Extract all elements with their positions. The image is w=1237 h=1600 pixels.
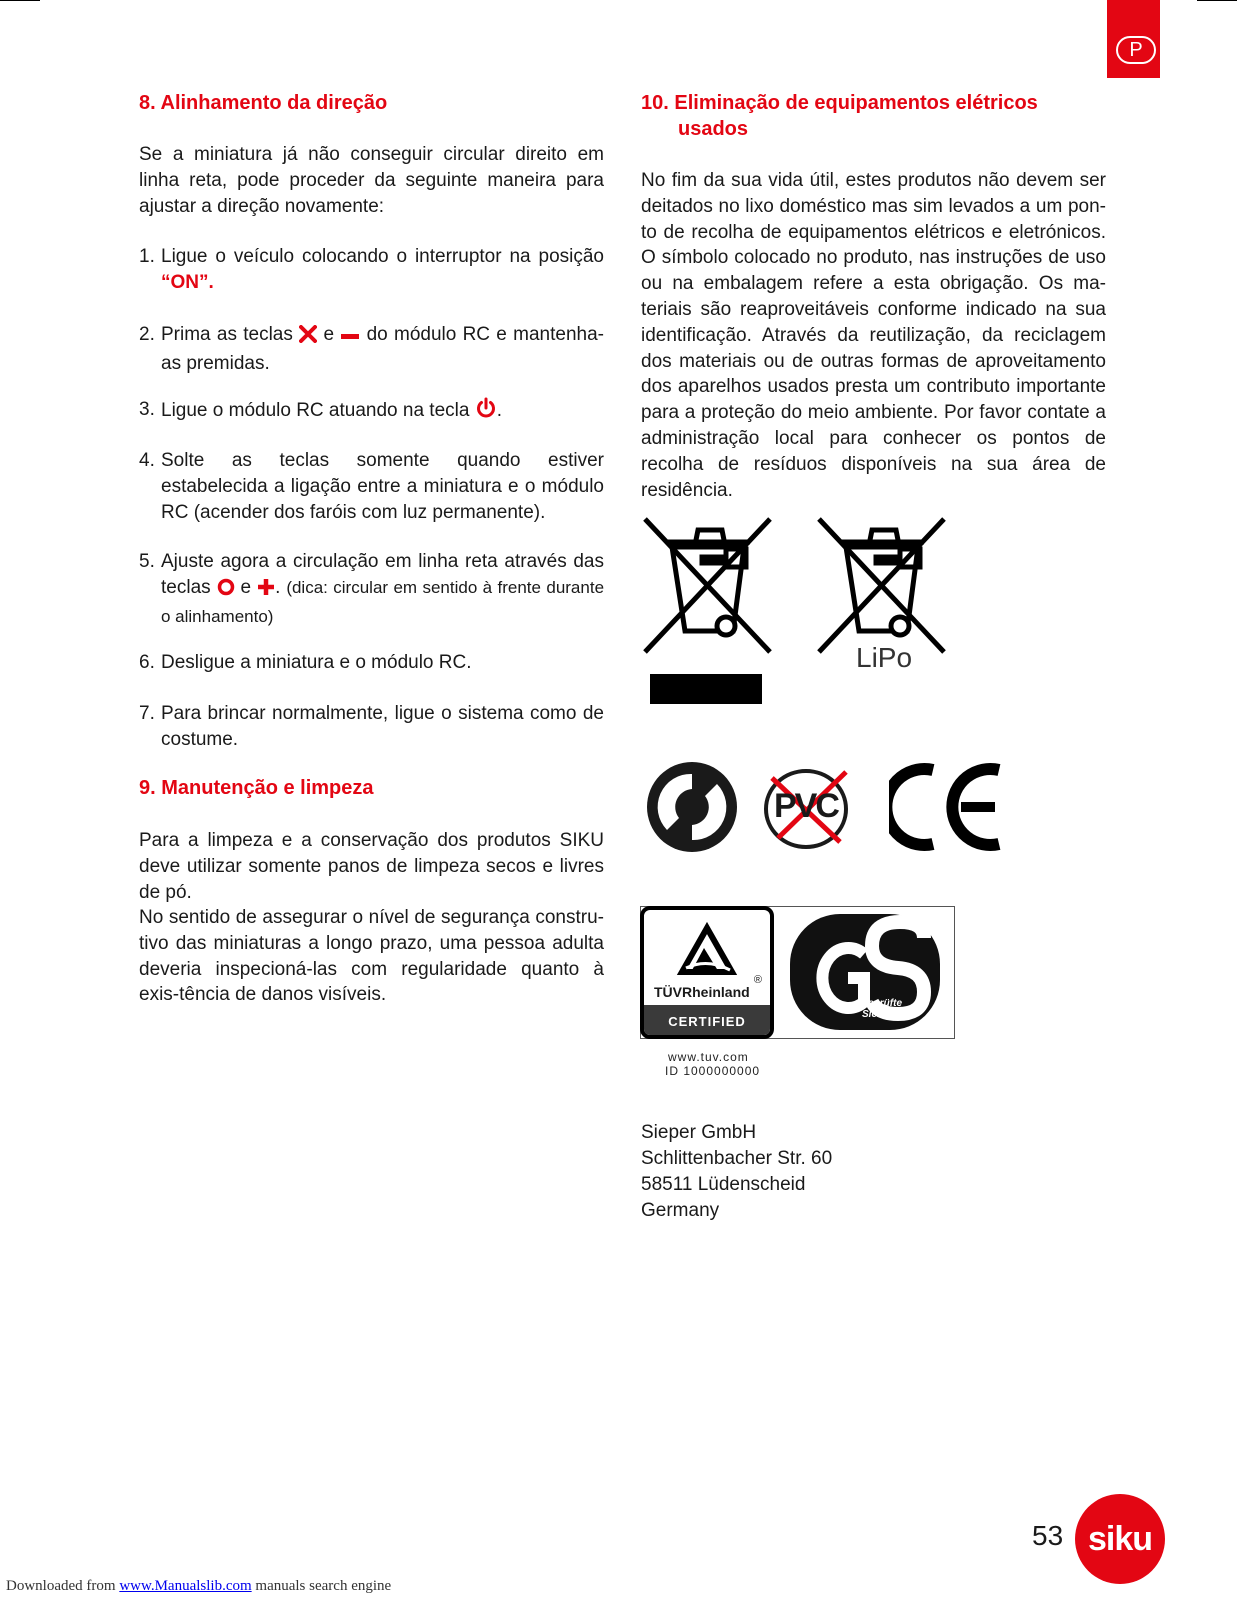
lipo-label: LiPo (856, 642, 913, 673)
manualslib-link[interactable]: www.Manualslib.com (119, 1578, 252, 1594)
footer-prefix: Downloaded from (6, 1578, 116, 1594)
tuv-brand: TÜVRheinland (654, 984, 750, 1000)
tuv-certified: CERTIFIED (668, 1014, 746, 1029)
step-text: do módulo RC e mantenha-as premidas. (161, 324, 604, 374)
section-10-body: No fim da sua vida útil, estes produtos não devem ser deitados no lixo doméstico mas sim levados a um pon-to de recolha de equipamentos elétricos e eletrónicos. O símbolo colocado no produto, nas instruções de uso ou na embalagem refere a esta obrigação. Os ma-teriais são reaproveitáveis conforme indicado na sua identificação. Através da reutilização, da reciclagem dos materiais ou de outras formas de aproveitamento dos aparelhos usados presta um contributo importante para a proteção do meio ambiente. Por favor contate a administração local para conhecer os pontos de recolha de resíduos disponíveis na sua área de residência. (641, 170, 1106, 501)
address-company: Sieper GmbH (641, 1122, 757, 1143)
weee-bin-icon (640, 514, 780, 714)
green-dot-icon (645, 760, 739, 854)
x-key-icon (299, 325, 317, 351)
address-block (641, 1120, 941, 1230)
siku-logo: siku (1075, 1494, 1165, 1584)
address-street: Schlittenbacher Str. 60 (641, 1148, 833, 1169)
address-country: Germany (641, 1200, 720, 1221)
left-column (139, 0, 604, 1100)
address-city: 58511 Lüdenscheid (641, 1174, 806, 1195)
step-6 (139, 650, 604, 676)
step-text: Desligue a miniatura e o módulo RC. (161, 652, 472, 673)
step-7 (139, 701, 604, 753)
step-5 (139, 549, 604, 629)
step-text: Ligue o veículo colocando o interruptor na posição (161, 246, 604, 267)
step-3 (139, 397, 604, 427)
step-text: Ligue o módulo RC atuando na tecla (161, 400, 470, 421)
section-10-heading (641, 90, 1111, 142)
pvc-label: PVC (774, 787, 838, 825)
plus-key-icon (257, 578, 275, 604)
step-number: 3. (139, 399, 155, 420)
step-4 (139, 448, 604, 525)
section-9-para-1: Para a limpeza e a conservação dos produtos SIKU deve utilizar somente panos de limpeza secos e livres de pó. (139, 830, 604, 903)
step-text: e (323, 324, 335, 345)
section-8-intro: Se a miniatura já não conseguir circular direito em linha reta, pode proceder da seguinte maneira para ajustar a direção novamente: (139, 144, 604, 217)
tuv-url: www.tuv.com (668, 1050, 749, 1064)
power-icon (475, 397, 497, 427)
tuv-registered: ® (753, 974, 762, 986)
footer-suffix: manuals search engine (255, 1578, 392, 1594)
section-8-heading: 8. Alinhamento da direção (139, 92, 388, 114)
step-number: 7. (139, 703, 155, 724)
step-text: Prima as teclas (161, 324, 293, 345)
step-text: . (496, 400, 502, 421)
section-10-heading-line-1: 10. Eliminação de equipamentos elétricos (641, 92, 1038, 114)
step-number: 6. (139, 652, 155, 673)
step-tip: (dica: circular em sentido à frente durante o alinhamento) (161, 577, 605, 626)
step-number: 2. (139, 324, 155, 345)
step-text: Para brincar normalmente, ligue o sistema como de costume. (161, 703, 604, 750)
download-footer (6, 1578, 391, 1595)
ce-mark-icon (889, 762, 1009, 852)
step-text: e (240, 576, 252, 598)
step-text: Solte as teclas somente quando estiver estabelecida a ligação entre a miniatura e o módulo RC (acender dos faróis com luz permanente). (161, 450, 604, 523)
step-number: 1. (139, 246, 155, 267)
step-number: 5. (139, 551, 155, 572)
section-9-heading: 9. Manutenção e limpeza (139, 777, 374, 799)
crop-mark-right (1197, 0, 1237, 1)
minus-key-icon (340, 325, 360, 351)
tuv-id: ID 1000000000 (665, 1064, 761, 1078)
page-number: 53 (1032, 1520, 1064, 1551)
language-tab-label: P (1116, 36, 1156, 64)
tuv-logo-icon (640, 906, 774, 1039)
gs-line-1: geprüfte (862, 998, 902, 1009)
section-9-para-2: No sentido de assegurar o nível de segurança constru-tivo das miniaturas a longo prazo, uma pessoa adulta deveria inspecioná-las com regularidade quanto à exis-tência de danos visíveis. (139, 907, 604, 1006)
o-key-icon (217, 578, 235, 604)
on-label: “ON”. (161, 271, 214, 293)
step-text: Ajuste agora a circulação em linha reta através das teclas (161, 551, 604, 598)
section-10-heading-line-2: usados (678, 118, 749, 140)
step-1 (139, 244, 604, 296)
step-2 (139, 322, 604, 377)
gs-line-2: Sicherheit (862, 1009, 911, 1020)
step-number: 4. (139, 450, 155, 471)
crop-mark-left (0, 0, 40, 1)
step-text: . (275, 576, 281, 598)
gs-mark-icon (788, 910, 946, 1034)
